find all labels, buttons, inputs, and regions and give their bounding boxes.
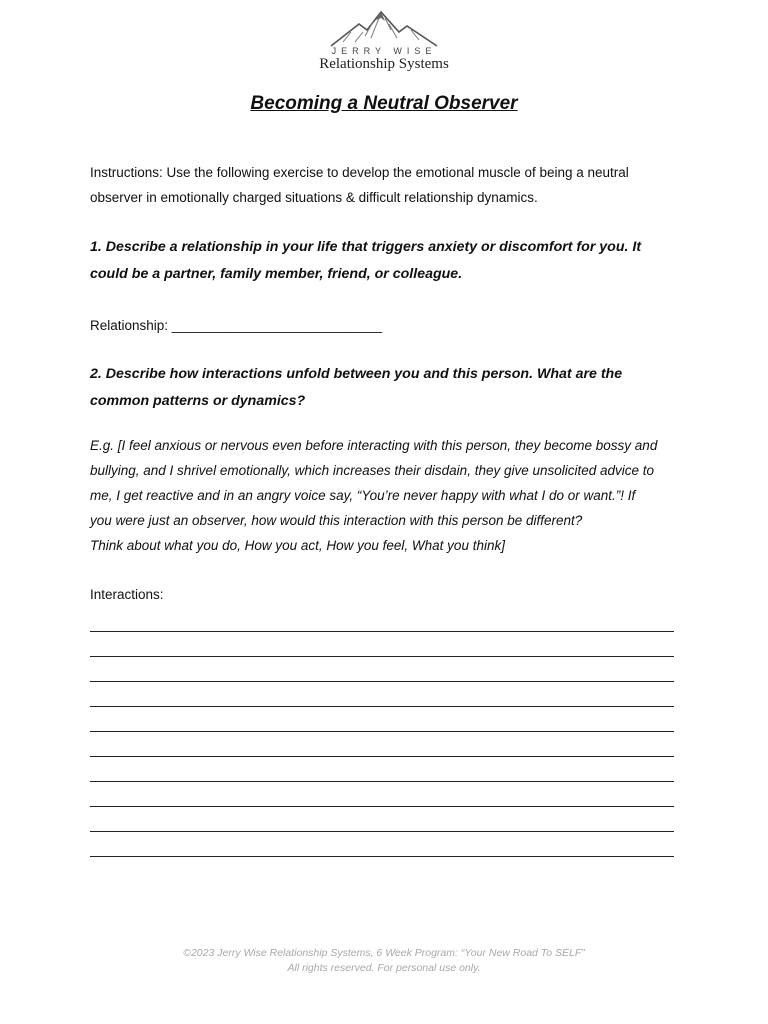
- answer-line[interactable]: [90, 682, 674, 707]
- footer: [0, 946, 768, 976]
- answer-line[interactable]: [90, 757, 674, 782]
- logo-name: Relationship Systems: [319, 56, 449, 72]
- answer-line[interactable]: [90, 832, 674, 857]
- instructions-line-2: observer in emotionally charged situations & difficult relationship dynamics.: [90, 190, 538, 205]
- answer-lines[interactable]: [90, 607, 690, 857]
- answer-line[interactable]: [90, 807, 674, 832]
- footer-line-2: All rights reserved. For personal use only.: [287, 962, 481, 974]
- answer-line[interactable]: [90, 707, 674, 732]
- question-1-line-2: could be a partner, family member, friend, or colleague.: [90, 266, 463, 282]
- example-line-2: bullying, and I shrivel emotionally, which increases their disdain, they give unsolicited advice to: [90, 463, 655, 478]
- example-line-3: me, I get reactive and in an angry voice say, “You’re never happy with what I do or want.”! If: [90, 488, 636, 503]
- example-line-1: E.g. [I feel anxious or nervous even before interacting with this person, they become bossy and: [90, 438, 658, 453]
- interactions-label: Interactions:: [90, 587, 164, 602]
- answer-line[interactable]: [90, 607, 674, 632]
- question-1-line-1: 1. Describe a relationship in your life that triggers anxiety or discomfort for you. It: [90, 239, 642, 255]
- answer-line[interactable]: [90, 732, 674, 757]
- relationship-field[interactable]: Relationship: ____________________________: [90, 318, 383, 333]
- answer-line[interactable]: [90, 657, 674, 682]
- footer-line-1: ©2023 Jerry Wise Relationship Systems, 6 Week Program: “Your New Road To SELF”: [183, 947, 585, 959]
- answer-line[interactable]: [90, 632, 674, 657]
- document-body: [90, 160, 690, 857]
- example-line-4: you were just an observer, how would this interaction with this person be different?: [90, 513, 583, 528]
- answer-line[interactable]: [90, 782, 674, 807]
- logo-tagline: JERRY WISE: [331, 46, 437, 56]
- question-2-line-1: 2. Describe how interactions unfold between you and this person. What are the: [90, 366, 623, 382]
- logo: [0, 10, 768, 80]
- question-2-line-2: common patterns or dynamics?: [90, 393, 306, 409]
- example-line-5: Think about what you do, How you act, How you feel, What you think]: [90, 538, 505, 553]
- page-title: Becoming a Neutral Observer: [250, 93, 518, 114]
- mountain-icon: [329, 10, 439, 48]
- instructions-line-1: Instructions: Use the following exercise to develop the emotional muscle of being a neutral: [90, 165, 629, 180]
